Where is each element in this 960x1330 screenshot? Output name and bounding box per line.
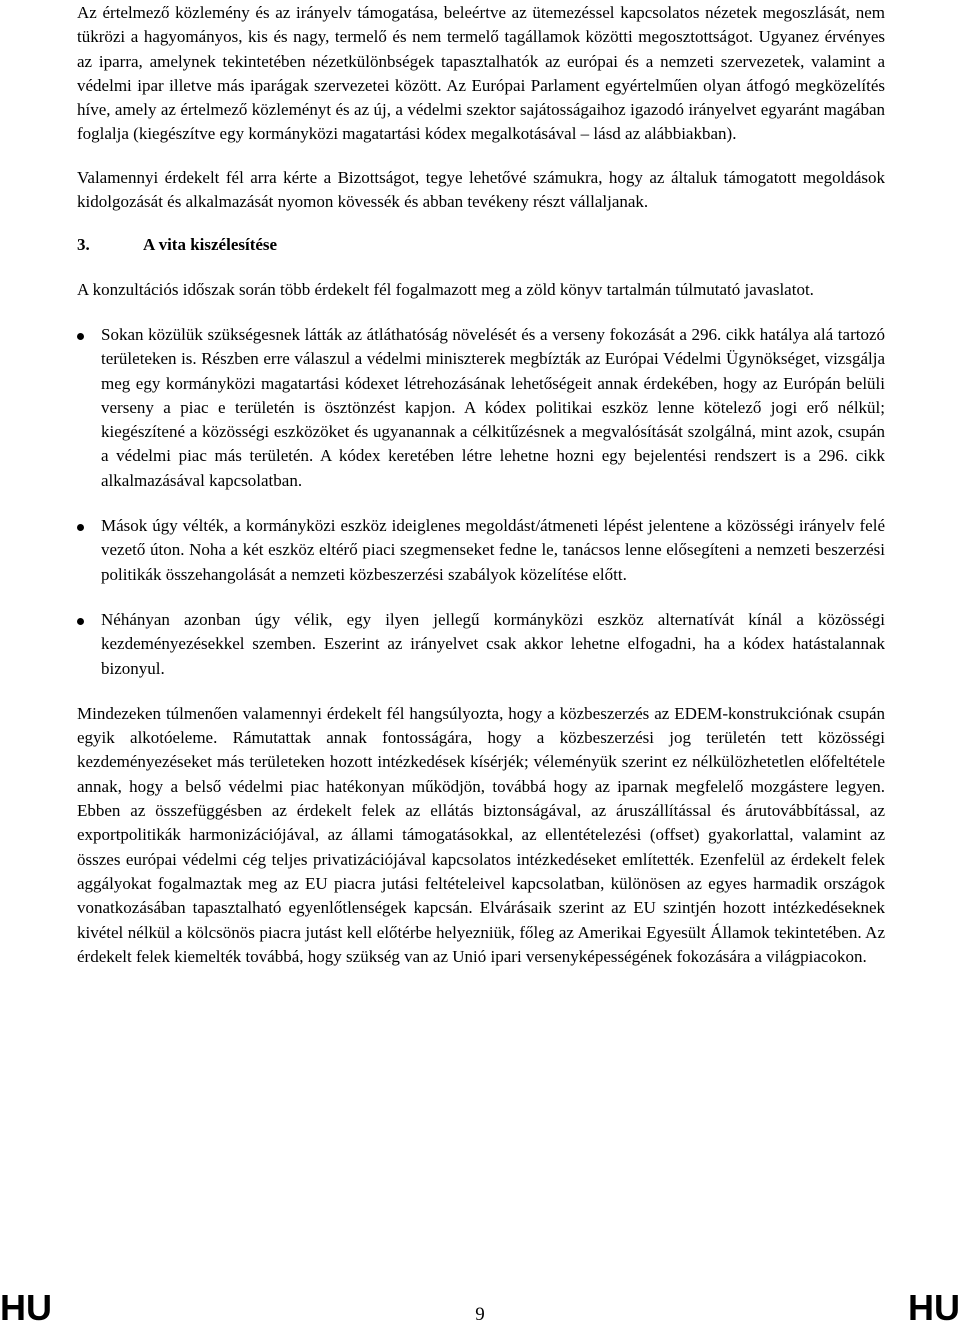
- bullet-icon: [77, 618, 84, 625]
- paragraph-stakeholder-request: Valamennyi érdekelt fél arra kérte a Bizottságot, tegye lehetővé számukra, hogy az általuk támogatott megoldások kidolgozását és alkalmazását nyomon kövessék és abban tevékeny részt vállaljanak.: [77, 167, 885, 212]
- paragraph-consultation: A konzultációs időszak során több érdekelt fél fogalmazott meg a zöld könyv tartalmán túlmutató javaslatot.: [77, 279, 814, 299]
- section-title: A vita kiszélesítése: [143, 235, 278, 255]
- document-body: [77, 0, 885, 969]
- page-number: 9: [475, 1304, 485, 1325]
- bullet-text: Mások úgy vélték, a kormányközi eszköz ideiglenes megoldást/átmeneti lépést jelentene a közösségi irányelv felé vezető úton. Noha a két eszköz eltérő piaci szegmenseket fedne le, tanácsos lenne elősegíteni a nemzeti beszerzési politikák összehangolását a nemzeti közbeszerzési szabályok közelítése előtt.: [101, 516, 885, 584]
- bullet-text: Sokan közülük szükségesnek látták az átláthatóság növelését és a verseny fokozását a 296. cikk hatálya alá tartozó területeken is. Részben erre válaszul a védelmi miniszterek megbízták az Európai Védelmi Ügynökséget, vizsgálja meg egy kormányközi magatartási kódexet létrehozásának lehetőségeit annak érdekében, hogy az Európán belüli verseny a piac e területén is ösztönzést kapjon. A kódex politikai eszköz lenne kötelező jogi erő nélkül; kiegészítené a közösségi eszközöket és ugyanannak a célkitűzésnek a megvalósítását szolgálná, mint azok, csupán a védelmi piac más területén. A kódex keretében létre lehetne hozni egy bejelentési rendszert is a 296. cikk alkalmazásával kapcsolatban.: [101, 324, 885, 490]
- paragraph-views-distribution: Az értelmező közlemény és az irányelv támogatása, beleértve az ütemezéssel kapcsolatos nézetek megoszlását, nem tükrözi a hagyományos, kis és nagy, termelő és nem termelő tagállamok közötti megosztottságot. Ugyanez érvényes az iparra, amelynek tekintetében nézetkülönbségek tapasztalhatók az európai és a nemzeti szervezetek, valamint a védelmi ipar illetve más iparágak szervezetei között. Az Európai Parlament egyértelműen olyan átfogó megközelítés híve, amely az értelmező közleményt és az új, a védelmi szektor sajátosságaihoz igazodó irányelvet egyaránt magában foglalja (kiegészítve egy kormányközi magatartási kódex megalkotásával – lásd az alábbiakban).: [77, 3, 885, 144]
- paragraph-edem-construction: Mindezeken túlmenően valamennyi érdekelt fél hangsúlyozta, hogy a közbeszerzés az EDEM-konstrukciónak csupán egyik alkotóeleme. Rámutattak annak fontosságára, hogy a közbeszerzési jog területén tett közösségi kezdeményezéseket más területeken hozott intézkedések kísérjék; véleményük szerint ez nélkülözhetetlen előfeltétele annak, hogy a belső védelmi piac hatékonyan működjön, továbbá hogy az iparnak megfelelő mozgástere legyen. Ebben az összefüggésben az érdekelt felek az ellátás biztonságával, az áruszállítással és árutovábbítással, az exportpolitikák harmonizációjával, az állami támogatásokkal, az ellentételezési (offset) gyakorlattal, valamint az összes európai védelmi cég teljes privatizációjával kapcsolatos intézkedéseket említették. Ezenfelül az érdekelt felek aggályokat fogalmaztak meg az EU piacra jutási feltételeivel kapcsolatban, különösen az egyes harmadik országok vonatkozásában tapasztalható egyenlőtlenségek kapcsán. Elvárásaik szerint az EU szintjén hozott intézkedéseknek kivétel nélkül a kölcsönös piacra jutást kell előtérbe helyezniük, főleg az Amerikai Egyesült Államok tekintetében. Az érdekelt felek kiemelték továbbá, hogy szükség van az Unió ipari versenyképességének fokozására a világpiacokon.: [77, 703, 885, 966]
- section-number: 3.: [77, 235, 90, 255]
- bullet-item-alternative: [77, 608, 885, 681]
- bullet-text: Néhányan azonban úgy vélik, egy ilyen jellegű kormányközi eszköz alternatívát kínál a közösségi kezdeményezésekkel szemben. Eszerint az irányelvet csak akkor lehetne elfogadni, ha a kódex hatástalannak bizonyul.: [101, 609, 885, 678]
- section-heading: [77, 233, 885, 257]
- bullet-item-transparency: [77, 323, 885, 493]
- bullet-item-interim-step: [77, 514, 885, 587]
- bullet-icon: [77, 524, 84, 531]
- footer-language-left: HU: [0, 1287, 52, 1328]
- bullet-icon: [77, 333, 84, 340]
- footer-language-right: HU: [908, 1287, 960, 1328]
- bullet-list: [77, 323, 885, 681]
